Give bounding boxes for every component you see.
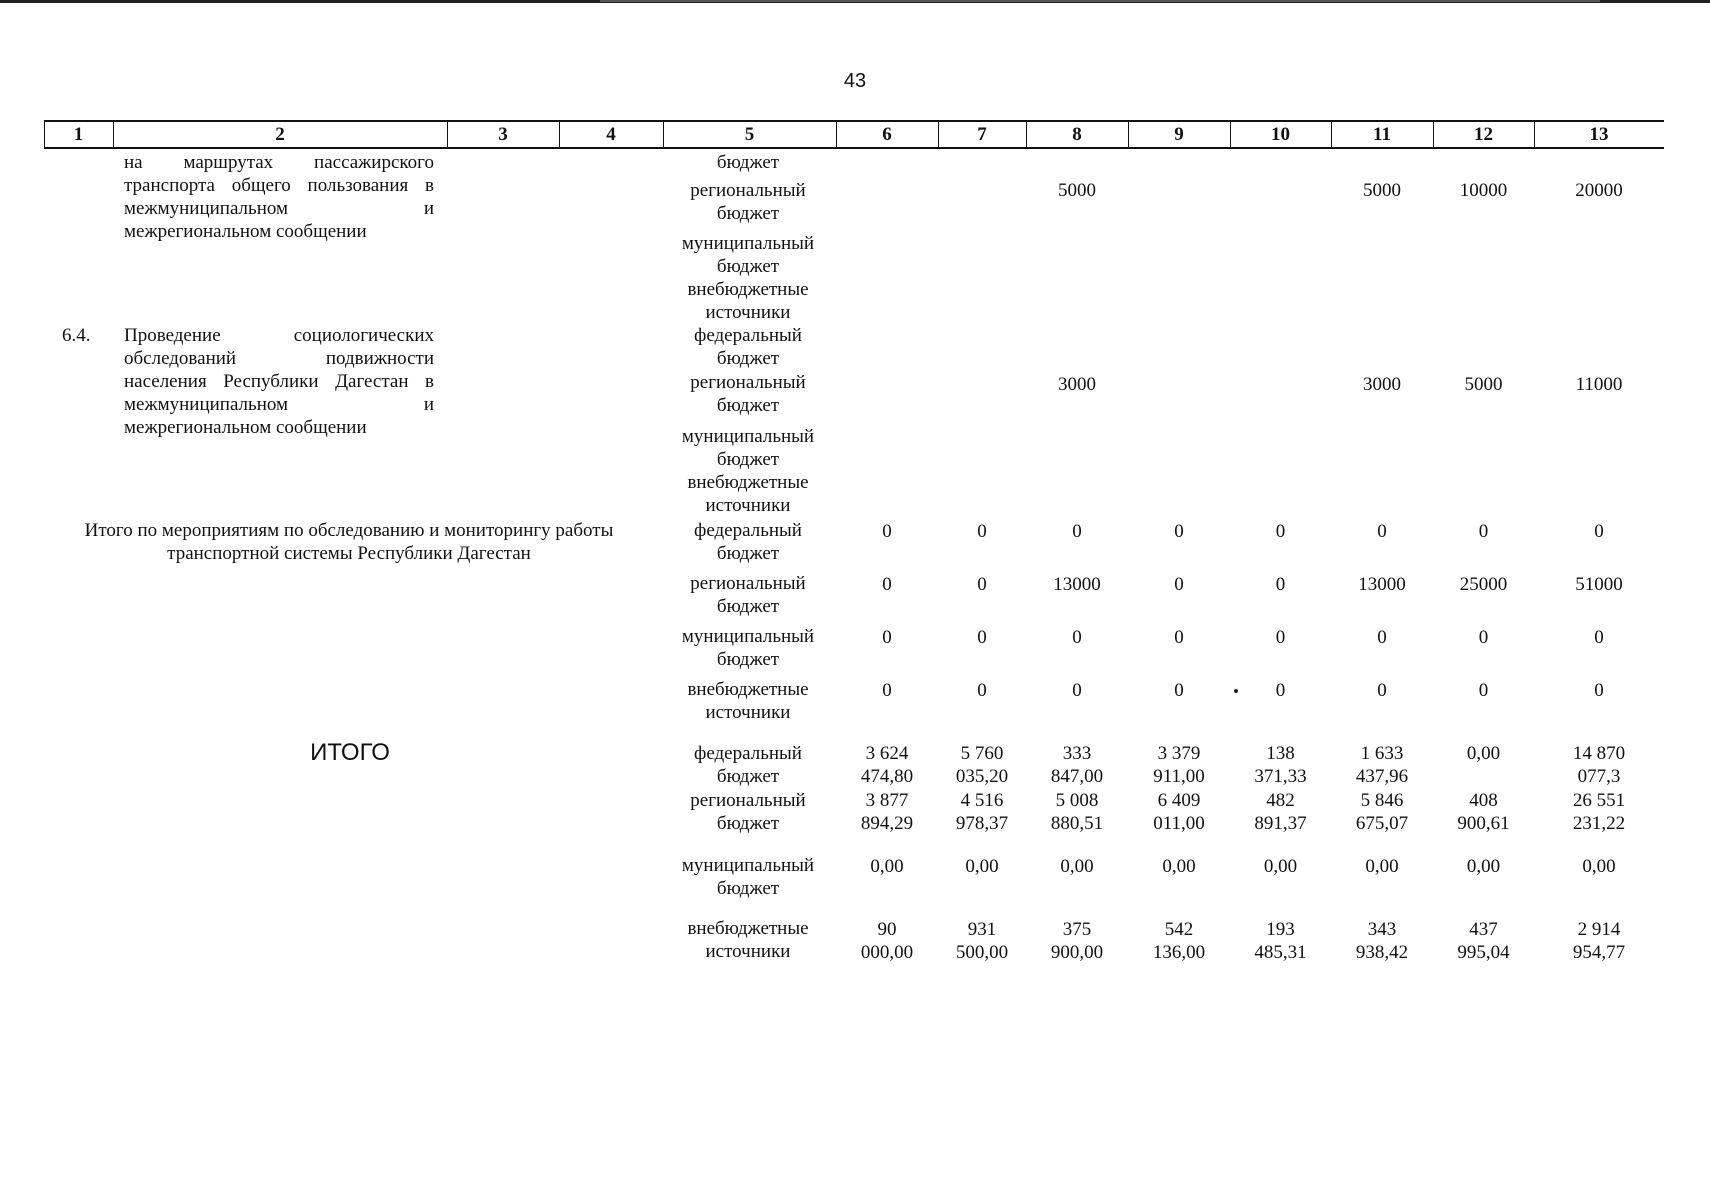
scan-speck <box>1234 689 1238 693</box>
row-a-regional-c8: 5000 <box>1058 180 1096 201</box>
subtotal-regional-source: региональный бюджет <box>690 573 806 617</box>
subtotal-offbudget-value: 0 <box>1275 680 1286 701</box>
total-federal-value: 138 371,33 <box>1254 743 1307 787</box>
header-cell-8: 8 <box>1072 124 1082 145</box>
row-b-name-line-2: обследований подвижности <box>124 348 434 369</box>
total-municipal-source: муниципальный бюджет <box>681 855 815 899</box>
subtotal-offbudget-value: 0 <box>1072 680 1082 701</box>
total-regional-value: 4 516 978,37 <box>955 790 1009 834</box>
subtotal-offbudget-value: 0 <box>882 680 892 701</box>
subtotal-municipal-source: муниципальный бюджет <box>681 626 815 670</box>
total-offbudget-value: 2 914 954,77 <box>1572 919 1626 963</box>
header-cell-12: 12 <box>1474 124 1493 145</box>
row-b-name-line-1: Проведение социологических <box>124 325 434 346</box>
top-scan-edge-inner <box>600 0 1600 2</box>
subtotal-offbudget-value: 0 <box>1478 680 1489 701</box>
subtotal-municipal-value: 0 <box>1594 627 1604 648</box>
row-b-offbudget-source: внебюджетные источники <box>687 472 809 516</box>
subtotal-offbudget-source: внебюджетные источники <box>687 679 809 723</box>
header-cell-5: 5 <box>744 124 755 145</box>
total-municipal-value: 0,00 <box>870 856 904 877</box>
row-a-regional-c13: 20000 <box>1575 180 1623 201</box>
header-cell-9: 9 <box>1174 124 1184 145</box>
header-cell-2: 2 <box>275 124 285 145</box>
subtotal-title-line-2: транспортной системы Республики Дагестан <box>167 543 531 564</box>
total-municipal-value: 0,00 <box>1365 856 1399 877</box>
subtotal-offbudget-value: 0 <box>1594 680 1604 701</box>
subtotal-municipal-value: 0 <box>882 627 892 648</box>
total-federal-value: 333 847,00 <box>1050 743 1104 787</box>
total-regional-value: 482 891,37 <box>1254 790 1307 834</box>
total-municipal-value: 0,00 <box>1162 856 1196 877</box>
row-b-regional-c13: 11000 <box>1575 374 1623 395</box>
subtotal-federal-value: 0 <box>1072 521 1082 542</box>
subtotal-regional-value: 51000 <box>1575 574 1623 595</box>
total-regional-value: 3 877 894,29 <box>860 790 914 834</box>
row-b-regional-source: региональный бюджет <box>690 372 806 416</box>
header-cell-3: 3 <box>498 124 508 145</box>
subtotal-federal-value: 0 <box>1275 521 1286 542</box>
total-federal-source: федеральный бюджет <box>694 743 802 787</box>
total-offbudget-value: 343 938,42 <box>1355 919 1409 963</box>
total-offbudget-source: внебюджетные источники <box>687 918 809 962</box>
total-federal-value: 1 633 437,96 <box>1355 743 1409 787</box>
total-regional-value: 26 551 231,22 <box>1572 790 1626 834</box>
subtotal-federal-value: 0 <box>1478 521 1489 542</box>
total-federal-value: 0,00 <box>1466 743 1501 764</box>
row-b-federal-source: федеральный бюджет <box>694 325 802 369</box>
subtotal-municipal-value: 0 <box>1377 627 1387 648</box>
total-municipal-value: 0,00 <box>1263 856 1298 877</box>
table-header-bottom-border <box>44 147 1664 149</box>
subtotal-municipal-value: 0 <box>977 627 987 648</box>
row-b-regional-c11: 3000 <box>1363 374 1401 395</box>
row-a-name-line-1: на маршрутах пассажирского <box>124 152 434 173</box>
total-municipal-value: 0,00 <box>965 856 999 877</box>
row-a-municipal-source: муниципальный бюджет <box>681 233 815 277</box>
row-b-municipal-source: муниципальный бюджет <box>681 426 815 470</box>
total-offbudget-value: 437 995,04 <box>1457 919 1510 963</box>
row-a-offbudget-source: внебюджетные источники <box>687 279 809 323</box>
subtotal-title-line-1: Итого по мероприятиям по обследованию и мониторингу работы <box>84 520 614 541</box>
subtotal-offbudget-value: 0 <box>977 680 987 701</box>
header-cell-10: 10 <box>1271 124 1290 145</box>
subtotal-regional-value: 25000 <box>1459 574 1508 595</box>
subtotal-regional-value: 0 <box>977 574 987 595</box>
page-number: 43 <box>843 70 867 92</box>
total-federal-value: 3 624 474,80 <box>860 743 914 787</box>
total-offbudget-value: 90 000,00 <box>860 919 914 963</box>
row-b-regional-c8: 3000 <box>1058 374 1096 395</box>
subtotal-federal-value: 0 <box>1174 521 1184 542</box>
row-a-name-line-3: межмуниципальном и <box>124 198 434 219</box>
subtotal-federal-source: федеральный бюджет <box>694 520 802 564</box>
subtotal-offbudget-value: 0 <box>1377 680 1387 701</box>
total-municipal-value: 0,00 <box>1582 856 1616 877</box>
row-b-number: 6.4. <box>62 325 91 346</box>
total-offbudget-value: 193 485,31 <box>1254 919 1307 963</box>
total-offbudget-value: 931 500,00 <box>955 919 1009 963</box>
total-regional-value: 6 409 011,00 <box>1153 790 1205 834</box>
subtotal-municipal-value: 0 <box>1478 627 1489 648</box>
subtotal-offbudget-value: 0 <box>1174 680 1184 701</box>
row-a-source-continued: бюджет <box>716 152 780 173</box>
total-regional-value: 408 900,61 <box>1457 790 1510 834</box>
row-b-regional-c12: 5000 <box>1464 374 1503 395</box>
subtotal-municipal-value: 0 <box>1275 627 1286 648</box>
row-a-name-line-4: межрегиональном сообщении <box>124 221 367 242</box>
total-offbudget-value: 542 136,00 <box>1152 919 1206 963</box>
total-federal-value: 5 760 035,20 <box>955 743 1009 787</box>
total-regional-source: региональный бюджет <box>690 790 806 834</box>
total-municipal-value: 0,00 <box>1060 856 1094 877</box>
header-cell-7: 7 <box>977 124 987 145</box>
subtotal-municipal-value: 0 <box>1174 627 1184 648</box>
row-b-name-line-3: населения Республики Дагестан в <box>124 371 434 392</box>
row-a-regional-c12: 10000 <box>1459 180 1508 201</box>
subtotal-regional-value: 0 <box>1174 574 1184 595</box>
subtotal-regional-value: 0 <box>1275 574 1286 595</box>
subtotal-federal-value: 0 <box>882 521 892 542</box>
total-offbudget-value: 375 900,00 <box>1050 919 1104 963</box>
subtotal-federal-value: 0 <box>1594 521 1604 542</box>
subtotal-regional-value: 13000 <box>1358 574 1406 595</box>
total-regional-value: 5 008 880,51 <box>1050 790 1104 834</box>
subtotal-federal-value: 0 <box>1377 521 1387 542</box>
header-cell-6: 6 <box>882 124 892 145</box>
header-cell-13: 13 <box>1589 124 1609 145</box>
table-header-top-border <box>44 120 1664 122</box>
row-b-name-line-5: межрегиональном сообщении <box>124 417 367 438</box>
subtotal-federal-value: 0 <box>977 521 987 542</box>
row-b-name-line-4: межмуниципальном и <box>124 394 434 415</box>
header-cell-4: 4 <box>606 124 616 145</box>
header-cell-11: 11 <box>1373 124 1391 145</box>
total-federal-value: 14 870 077,3 <box>1572 743 1626 787</box>
row-a-regional-c11: 5000 <box>1363 180 1401 201</box>
header-cell-1: 1 <box>73 124 84 145</box>
subtotal-municipal-value: 0 <box>1072 627 1082 648</box>
total-municipal-value: 0,00 <box>1466 856 1501 877</box>
row-a-regional-source: региональный бюджет <box>690 180 806 224</box>
total-regional-value: 5 846 675,07 <box>1355 790 1409 834</box>
total-federal-value: 3 379 911,00 <box>1153 743 1205 787</box>
subtotal-regional-value: 13000 <box>1053 574 1101 595</box>
row-a-name-line-2: транспорта общего пользования в <box>124 175 434 196</box>
subtotal-regional-value: 0 <box>882 574 892 595</box>
total-title: ИТОГО <box>310 739 390 766</box>
